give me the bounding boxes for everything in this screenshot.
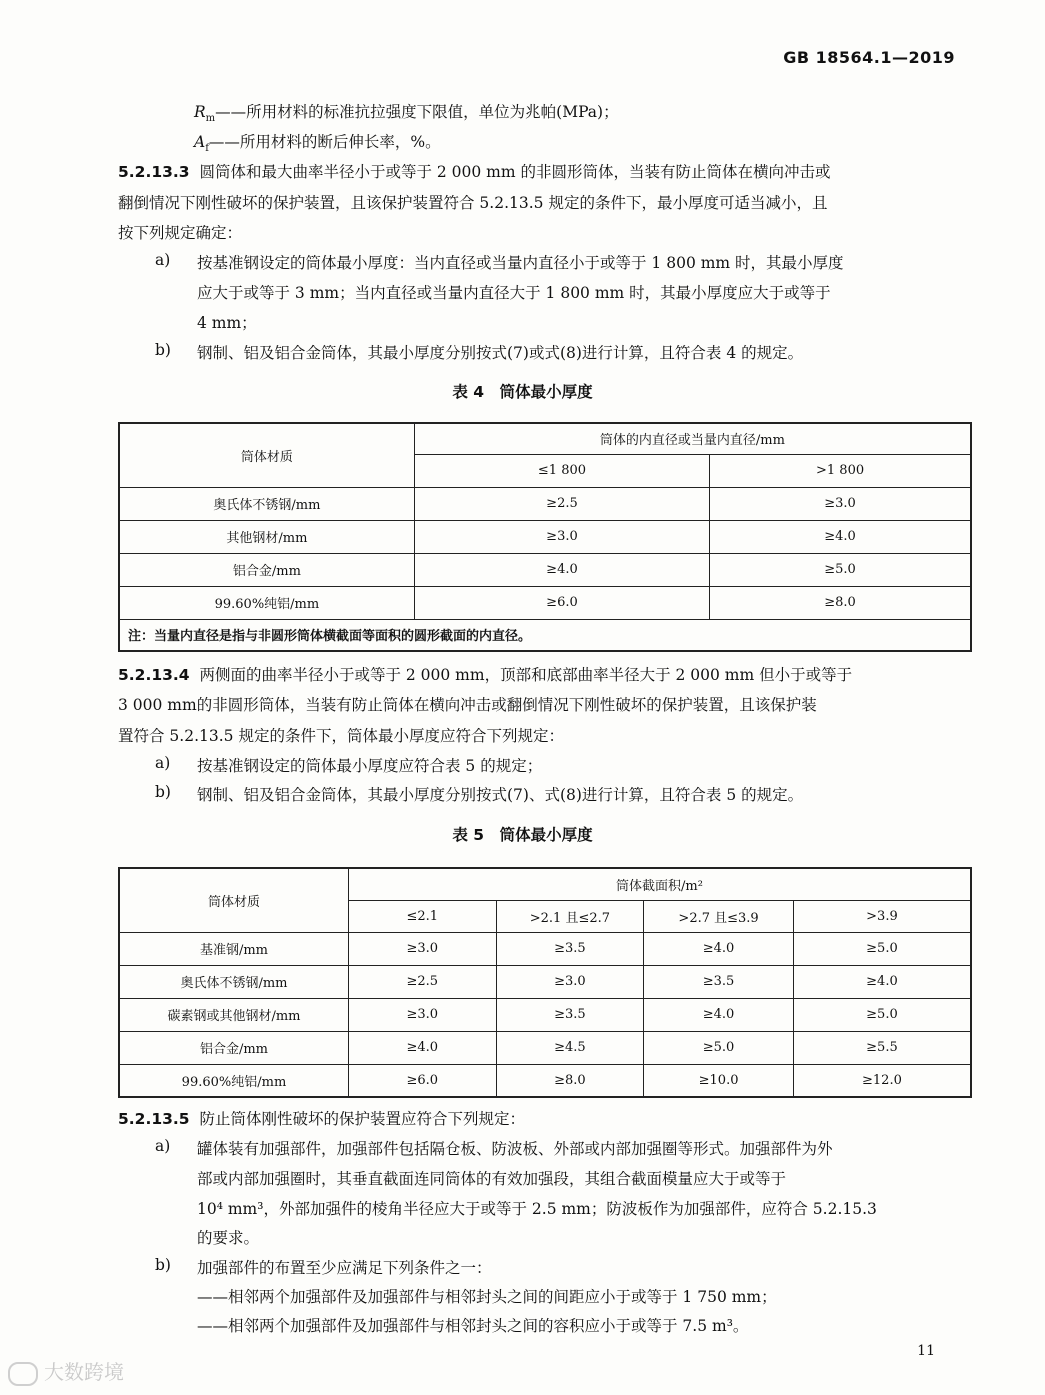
table5-cell: ≥5.5: [793, 1031, 971, 1064]
symbol: R: [194, 103, 206, 121]
table4-cell: ≥3.0: [414, 520, 709, 553]
table5-cell: ≥4.0: [348, 1031, 496, 1064]
table5-cell: ≥10.0: [644, 1064, 794, 1097]
item-a-text: 按基准钢设定的筒体最小厚度应符合表 5 的规定；: [197, 757, 543, 775]
table4-note: 注：当量内直径是指与非圆形筒体横截面等面积的圆形截面的内直径。: [119, 619, 971, 651]
table-row: [119, 1064, 971, 1097]
page-number: 11: [917, 1343, 935, 1359]
table4-group-header: 筒体的内直径或当量内直径/mm: [414, 423, 971, 454]
watermark-logo-icon: [8, 1362, 38, 1386]
table5-col-header: >2.7 且≤3.9: [644, 900, 794, 932]
subscript: m: [205, 113, 216, 125]
table5-group-header: 筒体截面积/m²: [348, 868, 971, 900]
table5-cell: ≥5.0: [793, 932, 971, 965]
table5-caption: 表 5 筒体最小厚度: [452, 826, 593, 844]
table5-cell: ≥3.5: [496, 998, 644, 1031]
item-a-line: 部或内部加强圈时，其垂直截面连同筒体的有效加强段，其组合截面模量应大于或等于: [197, 1170, 787, 1188]
table4-cell: ≥2.5: [414, 487, 709, 520]
item-label-b: b): [155, 783, 171, 801]
definition-text: ——所用材料的断后伸长率，%。: [208, 133, 441, 151]
table-row: [119, 520, 971, 553]
watermark-text: 大数跨境: [44, 1360, 124, 1384]
item-label-a: a): [155, 251, 171, 269]
table4-caption: 表 4 筒体最小厚度: [452, 383, 593, 401]
standard-id: GB 18564.1—2019: [783, 48, 955, 67]
table-row: [119, 965, 971, 998]
clause-text: 圆筒体和最大曲率半径小于或等于 2 000 mm 的非圆形筒体，当装有防止筒体在横向冲击或: [199, 163, 831, 181]
item-label-b: b): [155, 1256, 171, 1274]
table4-material: 其他钢材/mm: [119, 520, 414, 553]
table5-material: 基准钢/mm: [119, 932, 348, 965]
dash-item: ——相邻两个加强部件及加强部件与相邻封头之间的容积应小于或等于 7.5 m³。: [197, 1317, 749, 1335]
definition-af: [194, 130, 441, 154]
item-label-a: a): [155, 1137, 171, 1155]
item-a-line: 4 mm；: [197, 314, 257, 332]
table4-col-header: ≤1 800: [414, 454, 709, 487]
item-a-line: 罐体装有加强部件，加强部件包括隔仓板、防波板、外部或内部加强圈等形式。加强部件为外: [197, 1140, 833, 1158]
table5-material: 奥氏体不锈钢/mm: [119, 965, 348, 998]
clause-text: 两侧面的曲率半径小于或等于 2 000 mm，顶部和底部曲率半径大于 2 000 mm 但小于或等于: [199, 666, 853, 684]
clause-number: 5.2.13.5: [118, 1110, 190, 1128]
item-a-line: 的要求。: [197, 1229, 260, 1247]
table4-cell: ≥3.0: [710, 487, 971, 520]
table-row: [119, 1031, 971, 1064]
table4-cell: ≥5.0: [710, 553, 971, 586]
table-row: [119, 553, 971, 586]
table5-cell: ≥3.0: [496, 965, 644, 998]
table5-cell: ≥5.0: [793, 998, 971, 1031]
table5-cell: ≥2.5: [348, 965, 496, 998]
table4-cell: ≥8.0: [710, 586, 971, 619]
clause-number: 5.2.13.4: [118, 666, 190, 684]
table4-cell: ≥4.0: [710, 520, 971, 553]
item-label-a: a): [155, 754, 171, 772]
table5-cell: ≥4.5: [496, 1031, 644, 1064]
table4-cell: ≥4.0: [414, 553, 709, 586]
clause-line: 按下列规定确定：: [118, 224, 243, 242]
table5-cell: ≥4.0: [644, 998, 794, 1031]
table-row: [119, 932, 971, 965]
item-a-line: 10⁴ mm³，外部加强件的棱角半径应大于或等于 2.5 mm；防波板作为加强部件，应符合 5.2.15.3: [197, 1200, 877, 1218]
item-label-b: b): [155, 341, 171, 359]
clause-line: 3 000 mm的非圆形筒体，当装有防止筒体在横向冲击或翻倒情况下刚性破坏的保护装置，且该保护装: [118, 696, 817, 714]
table4-material: 奥氏体不锈钢/mm: [119, 487, 414, 520]
item-b-text: 钢制、铝及铝合金筒体，其最小厚度分别按式(7)或式(8)进行计算，且符合表 4 的规定。: [197, 344, 804, 362]
table5-cell: ≥4.0: [793, 965, 971, 998]
symbol: A: [194, 133, 206, 151]
definition-text: ——所用材料的标准抗拉强度下限值，单位为兆帕(MPa)；: [215, 103, 619, 121]
table4-material: 99.60%纯铝/mm: [119, 586, 414, 619]
table4-cell: ≥6.0: [414, 586, 709, 619]
table5-cell: ≥5.0: [644, 1031, 794, 1064]
dash-item: ——相邻两个加强部件及加强部件与相邻封头之间的间距应小于或等于 1 750 mm；: [197, 1288, 777, 1306]
table4-col-header: >1 800: [710, 454, 971, 487]
table5-col-header: ≤2.1: [348, 900, 496, 932]
table5-material: 99.60%纯铝/mm: [119, 1064, 348, 1097]
subscript: f: [205, 143, 209, 155]
item-b-text: 加强部件的布置至少应满足下列条件之一：: [197, 1259, 492, 1277]
table-row: [119, 998, 971, 1031]
table5-col-header: >3.9: [793, 900, 971, 932]
clause-number: 5.2.13.3: [118, 163, 190, 181]
table5-cell: ≥4.0: [644, 932, 794, 965]
table5-cell: ≥8.0: [496, 1064, 644, 1097]
table5-cell: ≥3.5: [496, 932, 644, 965]
table5-material: 铝合金/mm: [119, 1031, 348, 1064]
item-b-text: 钢制、铝及铝合金筒体，其最小厚度分别按式(7)、式(8)进行计算，且符合表 5 的规定。: [197, 786, 804, 804]
clause-line: 翻倒情况下刚性破坏的保护装置，且该保护装置符合 5.2.13.5 规定的条件下，最小厚度可适当减小，且: [118, 194, 828, 212]
table4-material: 铝合金/mm: [119, 553, 414, 586]
item-a-line: 按基准钢设定的筒体最小厚度：当内直径或当量内直径小于或等于 1 800 mm 时，其最小厚度: [197, 254, 844, 272]
clause-5-2-13-3-line1: [118, 160, 831, 182]
table5-material: 碳素钢或其他钢材/mm: [119, 998, 348, 1031]
table5-material-header: 筒体材质: [119, 868, 348, 932]
table5-cell: ≥12.0: [793, 1064, 971, 1097]
table5-cell: ≥6.0: [348, 1064, 496, 1097]
table5-cell: ≥3.0: [348, 998, 496, 1031]
clause-text: 防止筒体刚性破坏的保护装置应符合下列规定：: [199, 1110, 525, 1128]
table-row: [119, 586, 971, 619]
watermark: [8, 1356, 124, 1386]
table5: [118, 867, 972, 1098]
table5-cell: ≥3.5: [644, 965, 794, 998]
clause-5-2-13-5-line1: [118, 1107, 525, 1129]
item-a-line: 应大于或等于 3 mm；当内直径或当量内直径大于 1 800 mm 时，其最小厚度应大于或等于: [197, 284, 831, 302]
clause-line: 置符合 5.2.13.5 规定的条件下，筒体最小厚度应符合下列规定：: [118, 727, 564, 745]
table4-material-header: 筒体材质: [119, 423, 414, 487]
definition-rm: [194, 100, 619, 124]
clause-5-2-13-4-line1: [118, 663, 852, 685]
table5-col-header: >2.1 且≤2.7: [496, 900, 644, 932]
table5-cell: ≥3.0: [348, 932, 496, 965]
table-row: [119, 487, 971, 520]
table4: [118, 422, 972, 652]
